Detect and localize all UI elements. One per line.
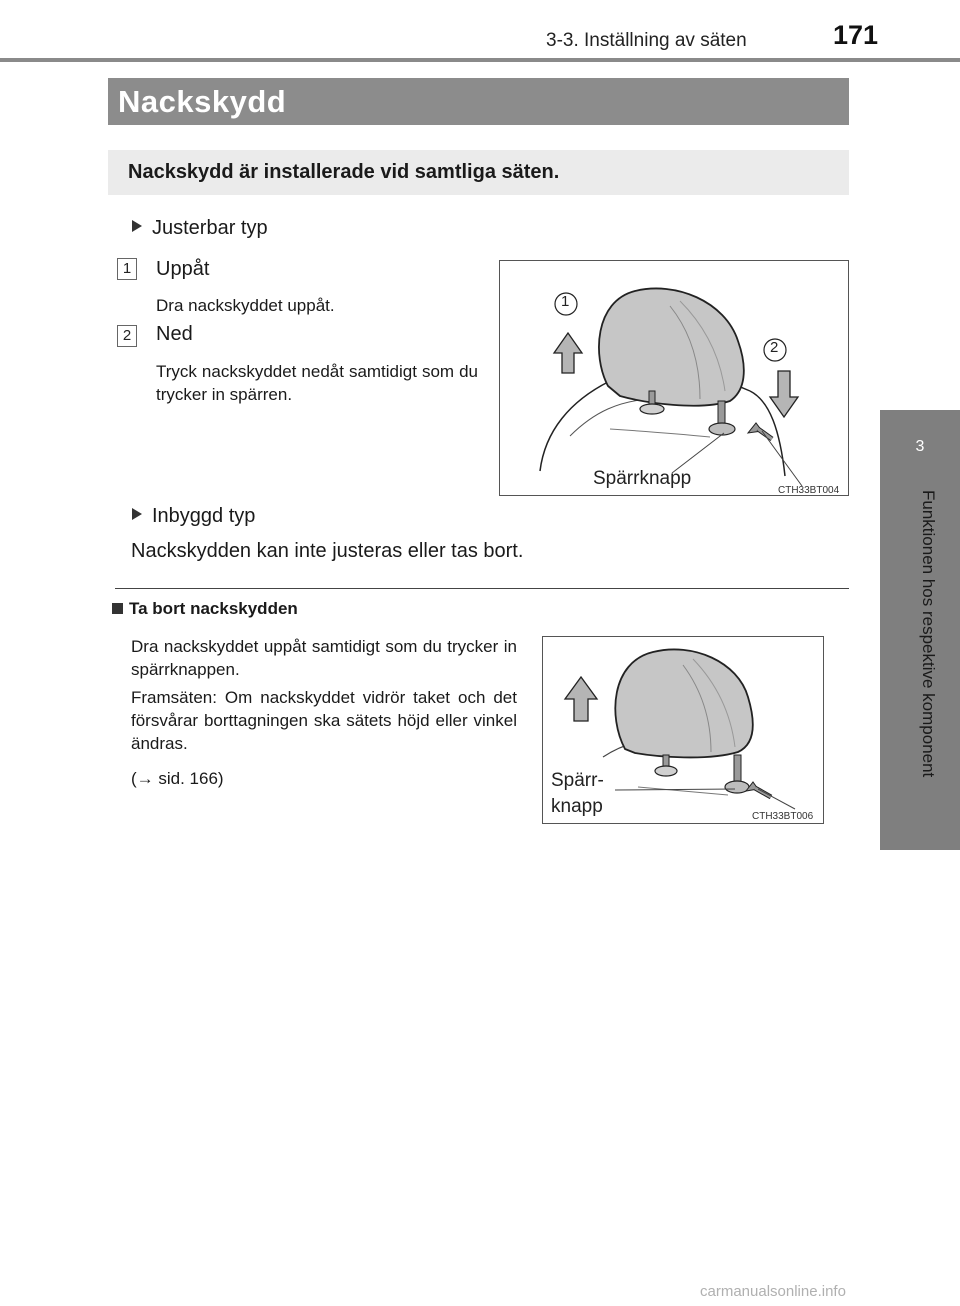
remove-page-ref: (→ sid. 166) xyxy=(131,769,224,788)
triangle-bullet-icon xyxy=(132,220,142,232)
chapter-title: Funktionen hos respektive komponent xyxy=(919,490,938,778)
remove-para-2: Framsäten: Om nackskyddet vidrör taket och det försvårar borttagningen ska sätets höjd eller vinkel ändras. xyxy=(131,688,517,753)
builtin-text: Nackskydden kan inte justeras eller tas bort. xyxy=(131,540,524,562)
intro-text: Nackskydd är installerade vid samtliga säten. xyxy=(128,161,560,183)
page-number: 171 xyxy=(833,20,879,50)
remove-heading-text: Ta bort nackskydden xyxy=(129,599,298,618)
figure1-code: CTH33BT004 xyxy=(778,485,840,496)
title-bar xyxy=(108,78,849,125)
figure1-callout-1: 1 xyxy=(561,293,570,310)
headrest-adjust-figure xyxy=(499,260,849,496)
item-number-1: 1 xyxy=(117,258,137,280)
remove-heading xyxy=(112,599,298,619)
intro-box xyxy=(108,150,849,195)
chapter-tab xyxy=(880,410,960,850)
adjustable-heading xyxy=(132,217,268,240)
section-divider xyxy=(115,588,849,589)
triangle-bullet-icon xyxy=(132,508,142,520)
square-bullet-icon xyxy=(112,603,123,614)
page-title: Nackskydd xyxy=(118,84,287,119)
item-desc-down: Tryck nackskyddet nedåt samtidigt som du trycker in spärren. xyxy=(156,362,478,404)
item-label-down: Ned xyxy=(156,323,193,345)
figure2-lock-label xyxy=(551,768,604,820)
builtin-heading-text: Inbyggd typ xyxy=(152,505,256,527)
chapter-number: 3 xyxy=(915,438,925,455)
headrest-adjust-illustration xyxy=(500,261,849,496)
item-number-2: 2 xyxy=(117,325,137,347)
adjustable-heading-text: Justerbar typ xyxy=(152,217,268,239)
figure1-lock-label: Spärrknapp xyxy=(593,468,692,489)
item-desc-up: Dra nackskyddet uppåt. xyxy=(156,296,335,315)
figure2-lock-label-line2: knapp xyxy=(551,796,603,817)
item-label-up: Uppåt xyxy=(156,258,210,280)
builtin-heading xyxy=(132,505,255,528)
figure2-lock-label-line1: Spärr- xyxy=(551,770,604,791)
section-heading: 3-3. Inställning av säten xyxy=(546,30,747,51)
headrest-remove-figure xyxy=(542,636,824,824)
figure2-code: CTH33BT006 xyxy=(752,811,814,822)
remove-para-1: Dra nackskyddet uppåt samtidigt som du trycker in spärrknappen. xyxy=(131,637,517,679)
watermark: carmanualsonline.info xyxy=(700,1283,846,1300)
header-divider xyxy=(0,58,960,62)
figure1-callout-2: 2 xyxy=(770,339,779,356)
